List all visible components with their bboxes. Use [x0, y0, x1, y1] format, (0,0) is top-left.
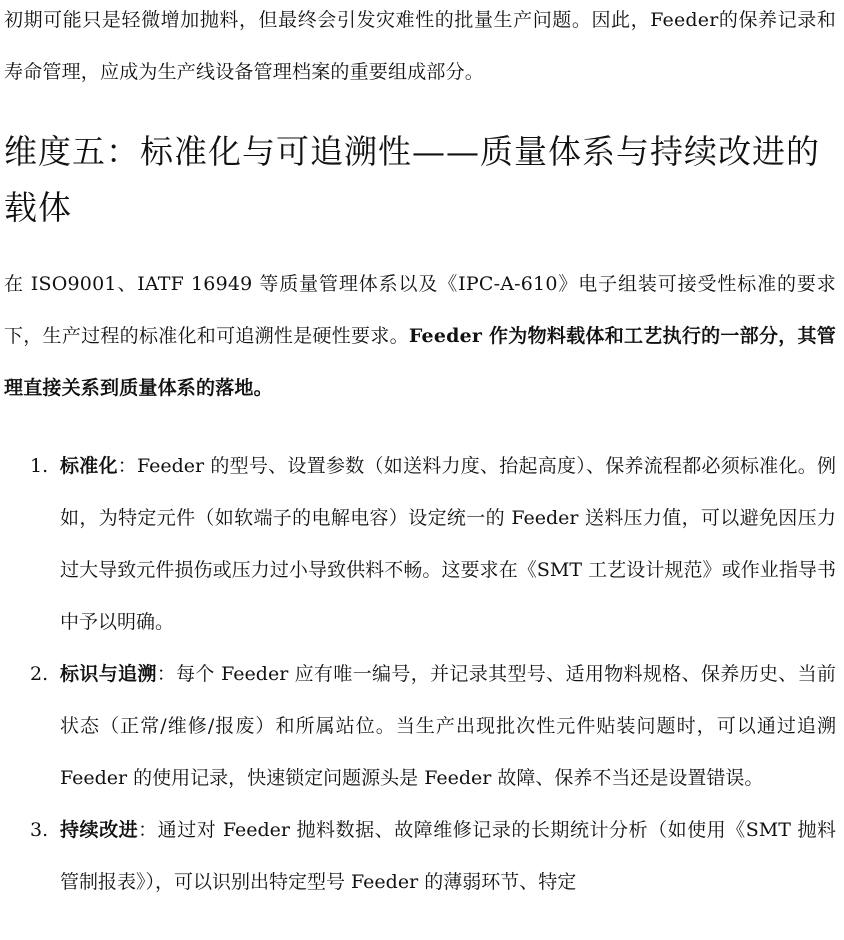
list-item-lead: 持续改进: [60, 819, 139, 841]
list-item-number: 3.: [30, 819, 49, 841]
list-item: [4, 440, 836, 648]
list-item: [4, 648, 836, 804]
section-paragraph-bold: Feeder 作为物料载体和工艺执行的一部分，其管理直接关系到质量体系的落地。: [4, 325, 836, 399]
list-item-body: ：每个 Feeder 应有唯一编号，并记录其型号、适用物料规格、保养历史、当前状态（正常/维修/报废）和所属站位。当生产出现批次性元件贴装问题时，可以通过追溯 Feeder 的使用记录，快速锁定问题源头是 Feeder 故障、保养不当还是设置错误。: [60, 663, 836, 789]
list-item-body: ：通过对 Feeder 抛料数据、故障维修记录的长期统计分析（如使用《SMT 抛料管制报表》），可以识别出特定型号 Feeder 的薄弱环节、特定: [60, 819, 836, 893]
list-item-number: 1.: [30, 455, 49, 477]
numbered-list: [4, 440, 836, 908]
list-item-body: ：Feeder 的型号、设置参数（如送料力度、抬起高度）、保养流程都必须标准化。例如，为特定元件（如软端子的电解电容）设定统一的 Feeder 送料压力值，可以避免因压力过大导致元件损伤或压力过小导致供料不畅。这要求在《SMT 工艺设计规范》或作业指导书中予以明确。: [60, 455, 836, 633]
list-item-lead: 标准化: [60, 455, 118, 477]
intro-paragraph: 初期可能只是轻微增加抛料，但最终会引发灾难性的批量生产问题。因此，Feeder的保养记录和寿命管理，应成为生产线设备管理档案的重要组成部分。: [4, 9, 836, 83]
section-paragraph-plain: 在 ISO9001、IATF 16949 等质量管理体系以及《IPC-A-610》电子组装可接受性标准的要求下，生产过程的标准化和可追溯性是硬性要求。: [4, 273, 836, 347]
list-item: [4, 804, 836, 908]
list-item-number: 2.: [30, 663, 49, 685]
section-paragraph: [4, 258, 836, 414]
list-item-lead: 标识与追溯: [60, 663, 157, 685]
section-heading: 维度五：标准化与可追溯性——质量体系与持续改进的载体: [4, 132, 820, 227]
